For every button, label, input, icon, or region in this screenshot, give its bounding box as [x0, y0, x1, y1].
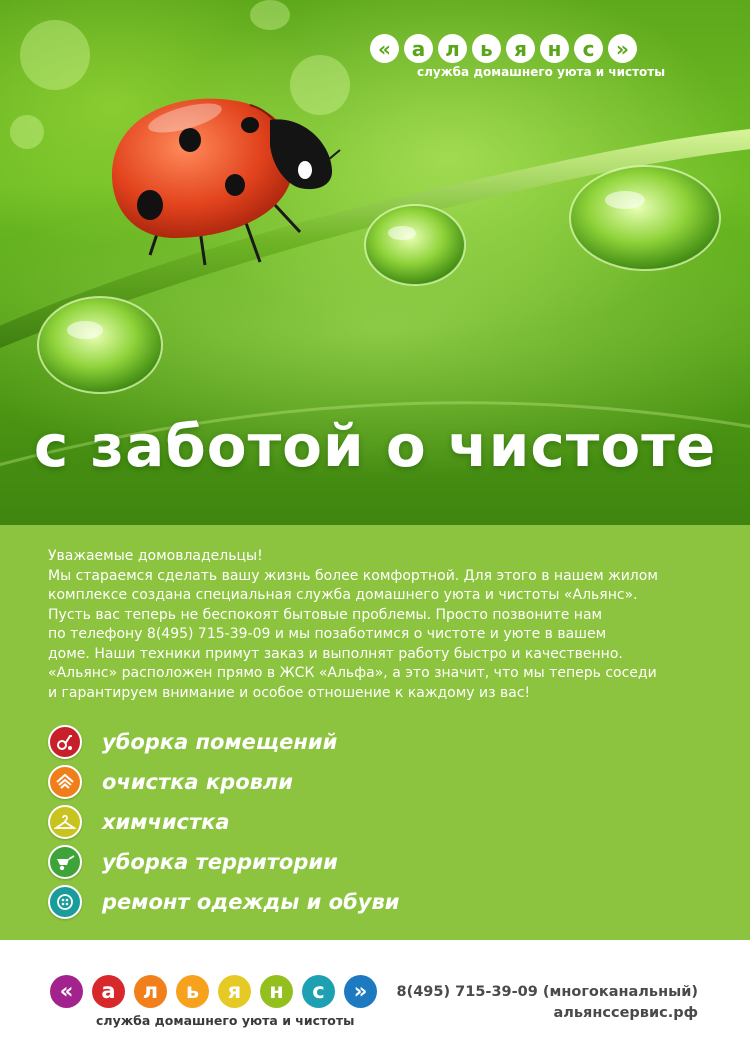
brand-logo-bottom[interactable] — [50, 975, 377, 1028]
service-item[interactable] — [48, 842, 708, 882]
service-item[interactable] — [48, 882, 708, 922]
logo-letter: « — [50, 975, 83, 1008]
service-label: уборка помещений — [102, 730, 338, 754]
contact-block — [397, 982, 699, 1024]
wheelbarrow-icon — [48, 845, 82, 879]
logo-letter: н — [540, 34, 569, 63]
logo-letter: я — [506, 34, 535, 63]
intro-line: Мы стараемся сделать вашу жизнь более комфортной. Для этого в нашем жилом — [48, 567, 658, 584]
vacuum-cleaner-icon — [48, 725, 82, 759]
logo-letter: а — [92, 975, 125, 1008]
logo-letter: н — [260, 975, 293, 1008]
intro-text — [48, 547, 708, 703]
info-panel — [0, 525, 750, 940]
services-list — [48, 722, 708, 922]
logo-letter: » — [344, 975, 377, 1008]
logo-letter: » — [608, 34, 637, 63]
button-icon — [48, 885, 82, 919]
logo-letter: с — [574, 34, 603, 63]
hanger-icon — [48, 805, 82, 839]
hero-title: с заботой о чистоте — [33, 412, 717, 480]
intro-line: Уважаемые домовладельцы! — [48, 548, 263, 564]
intro-line: «Альянс» расположен прямо в ЖСК «Альфа», а это значит, что мы теперь соседи — [48, 665, 657, 681]
phone-number[interactable]: 8(495) 715-39-09 (многоканальный) — [396, 984, 698, 1000]
service-item[interactable] — [48, 802, 708, 842]
intro-line: и гарантируем внимание и особое отношение к каждому из вас! — [48, 684, 531, 701]
logo-letter: ь — [472, 34, 501, 63]
brand-tagline: служба домашнего уюта и чистоты — [96, 1013, 355, 1028]
service-item[interactable] — [48, 762, 708, 802]
service-label: ремонт одежды и обуви — [102, 890, 400, 914]
logo-letter: л — [134, 975, 167, 1008]
intro-line: комплексе создана специальная служба домашнего уюта и чистоты «Альянс». — [48, 587, 638, 603]
logo-letter: а — [404, 34, 433, 63]
intro-line: Пусть вас теперь не беспокоят бытовые проблемы. Просто позвоните нам — [48, 606, 603, 623]
brand-tagline: служба домашнего уюта и чистоты — [417, 65, 666, 79]
logo-letter: « — [370, 34, 399, 63]
logo-letter: я — [218, 975, 251, 1008]
footer — [0, 940, 750, 1060]
logo-letter: л — [438, 34, 467, 63]
service-label: уборка территории — [102, 850, 338, 874]
service-item[interactable] — [48, 722, 708, 762]
logo-letter: ь — [176, 975, 209, 1008]
intro-line: по телефону 8(495) 715-39-09 и мы позаботимся о чистоте и уюте в вашем — [48, 626, 607, 642]
roof-icon — [48, 765, 82, 799]
service-label: химчистка — [102, 810, 230, 834]
hero-banner — [0, 0, 750, 525]
service-label: очистка кровли — [102, 770, 294, 794]
brand-logo-top[interactable] — [370, 34, 710, 79]
website-link[interactable]: альянссервис.рф — [553, 1005, 698, 1021]
logo-letter: с — [302, 975, 335, 1008]
intro-line: доме. Наши техники примут заказ и выполнят работу быстро и качественно. — [48, 645, 623, 662]
